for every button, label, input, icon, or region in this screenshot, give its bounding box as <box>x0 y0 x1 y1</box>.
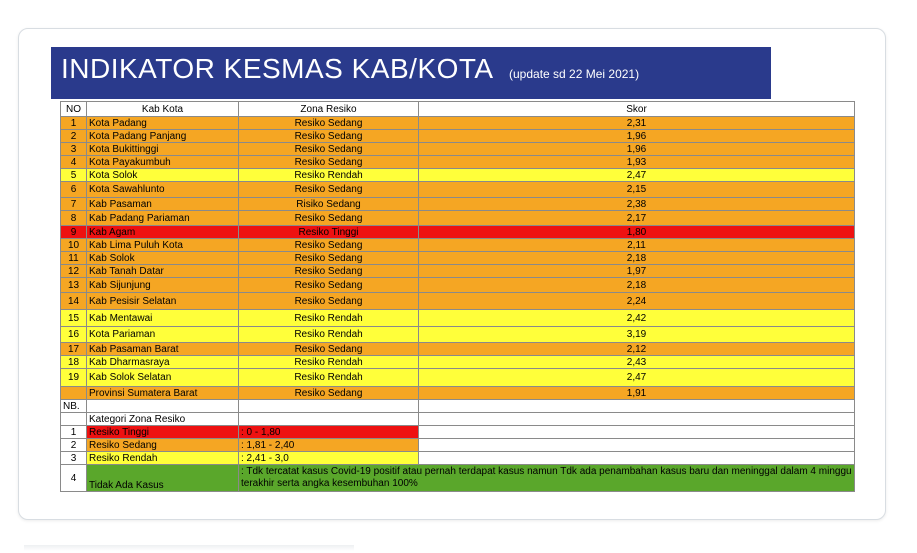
empty-cell <box>419 426 855 439</box>
row-number: 14 <box>61 293 87 310</box>
row-number: 2 <box>61 130 87 143</box>
row-number: 16 <box>61 327 87 343</box>
row-skor: 2,43 <box>419 356 855 369</box>
row-skor: 1,93 <box>419 156 855 169</box>
row-kab-kota: Kota Sawahlunto <box>87 182 239 198</box>
row-skor: 2,42 <box>419 310 855 327</box>
header-skor: Skor <box>419 102 855 117</box>
row-number: 1 <box>61 117 87 130</box>
table-row <box>61 130 855 143</box>
empty-cell <box>239 413 419 426</box>
row-zona-resiko: Resiko Sedang <box>239 130 419 143</box>
row-zona-resiko: Resiko Sedang <box>239 278 419 293</box>
row-zona-resiko: Resiko Rendah <box>239 169 419 182</box>
row-zona-resiko: Resiko Sedang <box>239 343 419 356</box>
row-kab-kota: Kota Pariaman <box>87 327 239 343</box>
row-kab-kota: Kab Lima Puluh Kota <box>87 239 239 252</box>
row-skor: 2,47 <box>419 369 855 387</box>
kategori-row <box>61 426 855 439</box>
row-number: 4 <box>61 156 87 169</box>
row-zona-resiko: Risiko Sedang <box>239 198 419 211</box>
kategori-range: : 0 - 1,80 <box>239 426 419 439</box>
table-row <box>61 293 855 310</box>
row-skor: 2,47 <box>419 169 855 182</box>
row-kab-kota: Kab Tanah Datar <box>87 265 239 278</box>
row-number: 17 <box>61 343 87 356</box>
row-kab-kota: Kab Padang Pariaman <box>87 211 239 226</box>
row-skor: 2,31 <box>419 117 855 130</box>
table-row <box>61 117 855 130</box>
kategori-range: : 2,41 - 3,0 <box>239 452 419 465</box>
table-row <box>61 198 855 211</box>
row-zona-resiko: Resiko Rendah <box>239 369 419 387</box>
row-zona-resiko: Resiko Sedang <box>239 143 419 156</box>
row-zona-resiko: Resiko Sedang <box>239 265 419 278</box>
row-number: 5 <box>61 169 87 182</box>
kategori-number: 3 <box>61 452 87 465</box>
row-skor: 1,91 <box>419 387 855 400</box>
row-skor: 1,80 <box>419 226 855 239</box>
row-kab-kota: Kab Agam <box>87 226 239 239</box>
table-row <box>61 239 855 252</box>
row-number: 8 <box>61 211 87 226</box>
empty-cell <box>419 413 855 426</box>
row-kab-kota: Kab Sijunjung <box>87 278 239 293</box>
kategori-label: Kategori Zona Resiko <box>87 413 239 426</box>
row-kab-kota: Provinsi Sumatera Barat <box>87 387 239 400</box>
header-zona-resiko: Zona Resiko <box>239 102 419 117</box>
row-skor: 2,11 <box>419 239 855 252</box>
row-number: 11 <box>61 252 87 265</box>
empty-cell <box>61 413 87 426</box>
table-row <box>61 265 855 278</box>
kategori-row <box>61 452 855 465</box>
table-row <box>61 156 855 169</box>
row-number: 19 <box>61 369 87 387</box>
kategori-name: Resiko Sedang <box>87 439 239 452</box>
kategori-number: 2 <box>61 439 87 452</box>
row-number <box>61 387 87 400</box>
row-skor: 2,18 <box>419 252 855 265</box>
kategori-name: Resiko Tinggi <box>87 426 239 439</box>
row-kab-kota: Kota Bukittinggi <box>87 143 239 156</box>
row-number: 15 <box>61 310 87 327</box>
title-banner <box>51 47 771 99</box>
row-kab-kota: Kab Dharmasraya <box>87 356 239 369</box>
row-zona-resiko: Resiko Rendah <box>239 310 419 327</box>
row-kab-kota: Kab Solok Selatan <box>87 369 239 387</box>
indicator-table <box>60 101 855 492</box>
row-number: 13 <box>61 278 87 293</box>
empty-cell <box>419 400 855 413</box>
empty-cell <box>419 439 855 452</box>
table-row <box>61 211 855 226</box>
table-row <box>61 252 855 265</box>
row-zona-resiko: Resiko Rendah <box>239 356 419 369</box>
header-no: NO <box>61 102 87 117</box>
table-row <box>61 343 855 356</box>
row-kab-kota: Kota Padang Panjang <box>87 130 239 143</box>
row-kab-kota: Kab Pesisir Selatan <box>87 293 239 310</box>
update-subtitle: (update sd 22 Mei 2021) <box>509 67 640 81</box>
row-skor: 1,97 <box>419 265 855 278</box>
table-row <box>61 356 855 369</box>
table-row <box>61 369 855 387</box>
row-skor: 2,18 <box>419 278 855 293</box>
table-row <box>61 310 855 327</box>
row-number: 7 <box>61 198 87 211</box>
kategori-number: 4 <box>61 465 87 492</box>
kategori-title-row <box>61 413 855 426</box>
nb-label: NB. <box>61 400 87 413</box>
row-zona-resiko: Resiko Sedang <box>239 117 419 130</box>
row-number: 12 <box>61 265 87 278</box>
empty-cell <box>239 400 419 413</box>
kategori-name: Tidak Ada Kasus <box>87 465 239 492</box>
row-number: 10 <box>61 239 87 252</box>
table-row <box>61 169 855 182</box>
row-skor: 2,24 <box>419 293 855 310</box>
row-zona-resiko: Resiko Sedang <box>239 387 419 400</box>
empty-cell <box>87 400 239 413</box>
nb-row <box>61 400 855 413</box>
row-skor: 2,17 <box>419 211 855 226</box>
row-skor: 2,12 <box>419 343 855 356</box>
row-kab-kota: Kota Solok <box>87 169 239 182</box>
row-kab-kota: Kab Solok <box>87 252 239 265</box>
page-title: INDIKATOR KESMAS KAB/KOTA <box>61 53 494 84</box>
row-skor: 2,38 <box>419 198 855 211</box>
row-zona-resiko: Resiko Tinggi <box>239 226 419 239</box>
row-skor: 1,96 <box>419 143 855 156</box>
row-skor: 1,96 <box>419 130 855 143</box>
row-number: 6 <box>61 182 87 198</box>
row-zona-resiko: Resiko Sedang <box>239 156 419 169</box>
row-number: 18 <box>61 356 87 369</box>
kategori-range: : 1,81 - 2,40 <box>239 439 419 452</box>
kategori-name: Resiko Rendah <box>87 452 239 465</box>
row-zona-resiko: Resiko Sedang <box>239 182 419 198</box>
table-row <box>61 327 855 343</box>
row-zona-resiko: Resiko Rendah <box>239 327 419 343</box>
kategori-row <box>61 439 855 452</box>
table-header-row <box>61 102 855 117</box>
header-kab-kota: Kab Kota <box>87 102 239 117</box>
row-skor: 2,15 <box>419 182 855 198</box>
row-skor: 3,19 <box>419 327 855 343</box>
table-row <box>61 226 855 239</box>
row-zona-resiko: Resiko Sedang <box>239 252 419 265</box>
kategori-number: 1 <box>61 426 87 439</box>
row-number: 9 <box>61 226 87 239</box>
tidak-ada-kasus-row <box>61 465 855 492</box>
row-number: 3 <box>61 143 87 156</box>
row-kab-kota: Kota Padang <box>87 117 239 130</box>
bottom-shadow <box>24 545 354 551</box>
table-row <box>61 143 855 156</box>
table-row <box>61 387 855 400</box>
table-row <box>61 278 855 293</box>
row-zona-resiko: Resiko Sedang <box>239 211 419 226</box>
row-zona-resiko: Resiko Sedang <box>239 239 419 252</box>
row-kab-kota: Kab Pasaman <box>87 198 239 211</box>
table-row <box>61 182 855 198</box>
row-kab-kota: Kota Payakumbuh <box>87 156 239 169</box>
row-zona-resiko: Resiko Sedang <box>239 293 419 310</box>
empty-cell <box>419 452 855 465</box>
kategori-description: : Tdk tercatat kasus Covid-19 positif atau pernah terdapat kasus namun Tdk ada penambahan kasus baru dan meninggal dalam 4 minggu terakhir serta angka kesembuhan 100% <box>239 465 855 492</box>
row-kab-kota: Kab Pasaman Barat <box>87 343 239 356</box>
row-kab-kota: Kab Mentawai <box>87 310 239 327</box>
